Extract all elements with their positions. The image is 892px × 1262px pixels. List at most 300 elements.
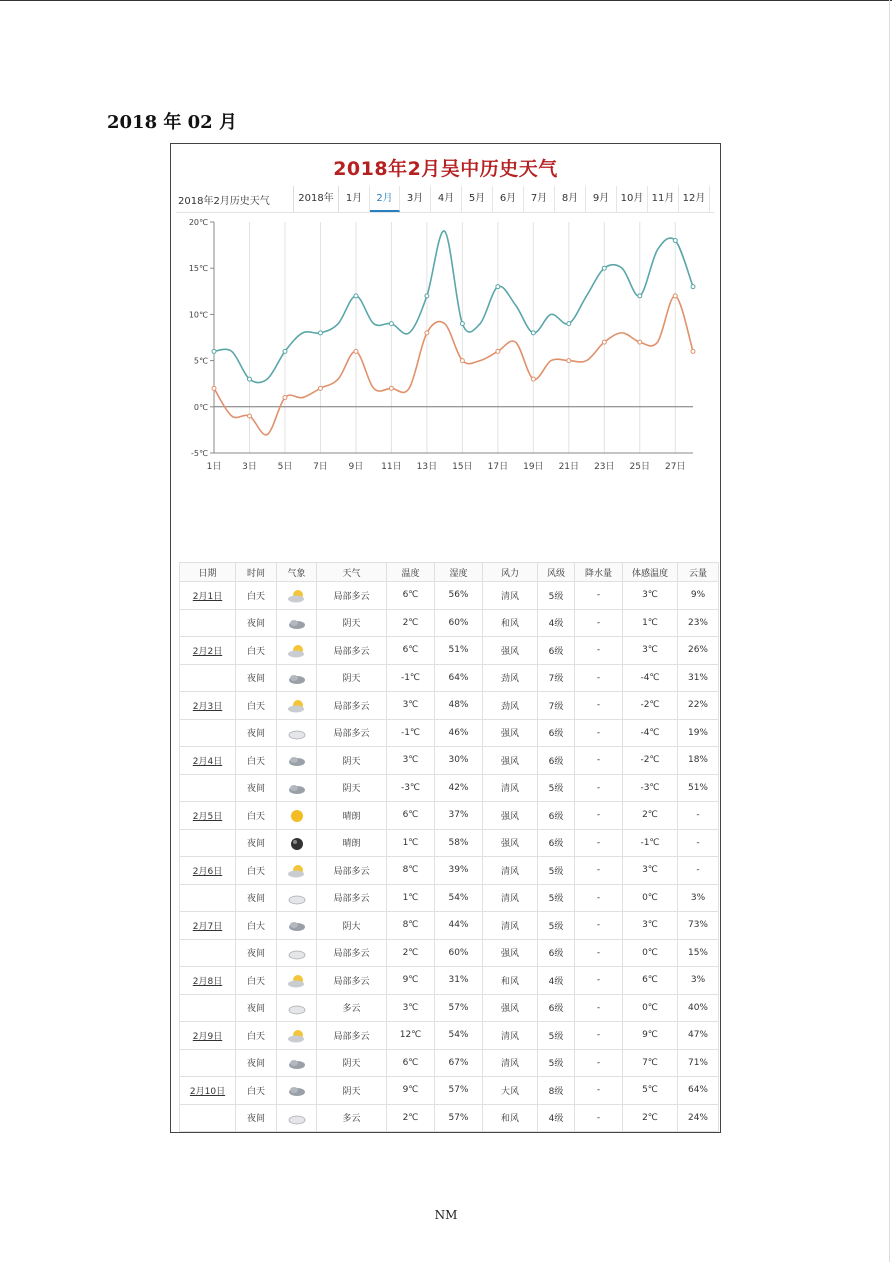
cell-feels: 3℃	[623, 582, 678, 610]
series-point	[354, 294, 358, 298]
cell-humidity: 54%	[435, 1022, 483, 1050]
cell-humidity: 42%	[435, 774, 483, 802]
date-link	[180, 1104, 236, 1132]
cell-cloud: 31%	[678, 664, 719, 692]
partly-cloudy-icon	[287, 644, 307, 656]
date-link	[180, 884, 236, 912]
series-point	[602, 340, 606, 344]
cell-cloud: 51%	[678, 774, 719, 802]
weather-widget-screenshot	[170, 143, 721, 1133]
date-link[interactable]: 2月5日	[180, 802, 236, 830]
series-point	[247, 414, 251, 418]
cell-time: 夜间	[236, 664, 277, 692]
month-tab[interactable]: 11月	[648, 186, 679, 212]
weather-icon-cell	[277, 774, 317, 802]
y-tick-label: 0℃	[193, 402, 208, 412]
column-header: 气象	[277, 563, 317, 582]
x-tick-label: 11日	[381, 462, 402, 472]
year-tab[interactable]: 2018年	[293, 186, 339, 212]
table-row	[180, 719, 719, 747]
weather-table	[179, 562, 719, 1132]
weather-icon-cell	[277, 637, 317, 665]
cell-weather: 阴天	[317, 609, 387, 637]
cell-rain: -	[575, 884, 623, 912]
cell-weather: 局部多云	[317, 1022, 387, 1050]
table-row	[180, 692, 719, 720]
date-link	[180, 1049, 236, 1077]
overcast-icon	[287, 672, 307, 684]
cell-wind: 清风	[483, 1022, 538, 1050]
series-point	[389, 386, 393, 390]
x-tick-label: 13日	[416, 462, 438, 472]
cell-level: 4级	[538, 967, 575, 995]
date-link[interactable]: 2月7日	[180, 912, 236, 940]
cell-cloud: 18%	[678, 747, 719, 775]
month-tab[interactable]: 8月	[555, 186, 586, 212]
weather-icon-cell	[277, 609, 317, 637]
widget-title: 2018年2月吴中历史天气	[333, 158, 558, 180]
cell-humidity: 31%	[435, 967, 483, 995]
date-link	[180, 719, 236, 747]
series-point	[602, 266, 606, 270]
cell-weather: 局部多云	[317, 939, 387, 967]
cell-cloud: -	[678, 857, 719, 885]
cell-humidity: 44%	[435, 912, 483, 940]
partly-cloudy-icon	[287, 699, 307, 711]
cell-time: 夜间	[236, 884, 277, 912]
month-tab[interactable]: 9月	[586, 186, 617, 212]
cell-cloud: 19%	[678, 719, 719, 747]
weather-icon-cell	[277, 1077, 317, 1105]
cell-temp: 3℃	[387, 994, 435, 1022]
series-point	[425, 294, 429, 298]
series-point	[567, 322, 571, 326]
date-link[interactable]: 2月4日	[180, 747, 236, 775]
cell-weather: 阴天	[317, 747, 387, 775]
date-link[interactable]: 2月8日	[180, 967, 236, 995]
cell-rain: -	[575, 1104, 623, 1132]
cell-feels: -4℃	[623, 664, 678, 692]
cell-wind: 和风	[483, 1104, 538, 1132]
cell-wind: 强风	[483, 994, 538, 1022]
cell-feels: 6℃	[623, 967, 678, 995]
weather-icon-cell	[277, 912, 317, 940]
partly-cloudy-icon	[287, 589, 307, 601]
month-tab[interactable]: 12月	[679, 186, 710, 212]
cell-time: 白天	[236, 637, 277, 665]
cell-temp: 8℃	[387, 912, 435, 940]
table-row	[180, 884, 719, 912]
series-point	[691, 285, 695, 289]
cell-level: 5级	[538, 1022, 575, 1050]
series-point	[638, 340, 642, 344]
date-link[interactable]: 2月9日	[180, 1022, 236, 1050]
cell-cloud: 9%	[678, 582, 719, 610]
cell-level: 5级	[538, 912, 575, 940]
cell-time: 白天	[236, 582, 277, 610]
cell-weather: 阴天	[317, 774, 387, 802]
date-link[interactable]: 2月1日	[180, 582, 236, 610]
month-tab[interactable]: 6月	[493, 186, 524, 212]
cell-feels: 7℃	[623, 1049, 678, 1077]
cell-rain: -	[575, 609, 623, 637]
series-point	[318, 386, 322, 390]
cell-weather: 局部多云	[317, 719, 387, 747]
series-point	[389, 322, 393, 326]
date-link	[180, 994, 236, 1022]
table-row	[180, 912, 719, 940]
weather-icon-cell	[277, 857, 317, 885]
month-tab[interactable]: 3月	[400, 186, 431, 212]
cell-temp: 6℃	[387, 582, 435, 610]
cell-humidity: 64%	[435, 664, 483, 692]
history-label: 2018年2月历史天气	[178, 195, 270, 207]
cell-weather: 多云	[317, 1104, 387, 1132]
cell-cloud: 64%	[678, 1077, 719, 1105]
cell-wind: 强风	[483, 829, 538, 857]
cell-wind: 清风	[483, 884, 538, 912]
cell-time: 夜间	[236, 829, 277, 857]
cell-time: 夜间	[236, 1104, 277, 1132]
cell-level: 5级	[538, 774, 575, 802]
overcast-icon	[287, 782, 307, 794]
y-tick-label: 10℃	[188, 310, 208, 320]
partly-cloudy-icon	[287, 974, 307, 986]
cell-humidity: 48%	[435, 692, 483, 720]
series-point	[673, 294, 677, 298]
cell-feels: -2℃	[623, 747, 678, 775]
overcast-icon	[287, 1057, 307, 1069]
cell-weather: 局部多云	[317, 884, 387, 912]
column-header: 风级	[538, 563, 575, 582]
x-tick-label: 25日	[629, 462, 651, 472]
page-footer: NM	[434, 1208, 458, 1222]
cell-wind: 清风	[483, 1049, 538, 1077]
series-point	[283, 349, 287, 353]
cell-feels: -2℃	[623, 692, 678, 720]
column-header: 降水量	[575, 563, 623, 582]
y-tick-label: 15℃	[188, 264, 208, 274]
cell-humidity: 67%	[435, 1049, 483, 1077]
month-tab[interactable]: 1月	[339, 186, 370, 212]
month-tab[interactable]: 5月	[462, 186, 493, 212]
table-row	[180, 774, 719, 802]
cell-rain: -	[575, 939, 623, 967]
cell-time: 夜间	[236, 609, 277, 637]
series-point	[638, 294, 642, 298]
cell-wind: 大风	[483, 1077, 538, 1105]
cell-wind: 清风	[483, 774, 538, 802]
overcast-icon	[287, 754, 307, 766]
cell-weather: 阴天	[317, 1049, 387, 1077]
cell-cloud: 15%	[678, 939, 719, 967]
cell-wind: 清风	[483, 582, 538, 610]
column-header: 湿度	[435, 563, 483, 582]
cell-wind: 强风	[483, 939, 538, 967]
cell-cloud: 24%	[678, 1104, 719, 1132]
cell-cloud: -	[678, 802, 719, 830]
cell-level: 7级	[538, 664, 575, 692]
cell-feels: 0℃	[623, 994, 678, 1022]
cell-time: 白天	[236, 1077, 277, 1105]
cell-rain: -	[575, 829, 623, 857]
cell-time: 白天	[236, 692, 277, 720]
cell-weather: 局部多云	[317, 857, 387, 885]
cell-feels: 5℃	[623, 1077, 678, 1105]
x-tick-label: 15日	[452, 462, 473, 472]
table-row	[180, 1049, 719, 1077]
date-link	[180, 609, 236, 637]
cell-temp: 1℃	[387, 829, 435, 857]
cell-level: 5级	[538, 884, 575, 912]
date-link[interactable]: 2月6日	[180, 857, 236, 885]
series-point	[318, 331, 322, 335]
weather-icon-cell	[277, 994, 317, 1022]
cell-level: 5级	[538, 857, 575, 885]
cell-temp: 6℃	[387, 802, 435, 830]
cell-feels: 3℃	[623, 857, 678, 885]
cell-time: 白大	[236, 912, 277, 940]
cell-wind: 和风	[483, 609, 538, 637]
cell-weather: 晴朗	[317, 802, 387, 830]
month-tab[interactable]: 2月	[370, 186, 400, 212]
x-tick-label: 27日	[665, 462, 686, 472]
x-tick-label: 1日	[206, 462, 222, 472]
weather-icon-cell	[277, 664, 317, 692]
cell-humidity: 57%	[435, 994, 483, 1022]
weather-icon-cell	[277, 582, 317, 610]
month-tab[interactable]: 10月	[617, 186, 648, 212]
cell-time: 夜间	[236, 1049, 277, 1077]
table-row	[180, 1077, 719, 1105]
cell-feels: 3℃	[623, 912, 678, 940]
cell-feels: 3℃	[623, 637, 678, 665]
x-tick-label: 19日	[523, 462, 544, 472]
cell-humidity: 51%	[435, 637, 483, 665]
cell-feels: 0℃	[623, 939, 678, 967]
cell-temp: -1℃	[387, 719, 435, 747]
x-tick-label: 21日	[558, 462, 580, 472]
cell-time: 白天	[236, 802, 277, 830]
table-row	[180, 1104, 719, 1132]
date-link[interactable]: 2月2日	[180, 637, 236, 665]
cell-weather: 晴朗	[317, 829, 387, 857]
table-row	[180, 747, 719, 775]
cell-wind: 劲风	[483, 692, 538, 720]
cell-wind: 强风	[483, 802, 538, 830]
cell-rain: -	[575, 1077, 623, 1105]
cell-feels: 1℃	[623, 609, 678, 637]
cell-humidity: 54%	[435, 884, 483, 912]
cell-feels: 9℃	[623, 1022, 678, 1050]
cell-wind: 强风	[483, 637, 538, 665]
series-line-0	[214, 231, 693, 383]
cell-feels: -1℃	[623, 829, 678, 857]
cell-humidity: 37%	[435, 802, 483, 830]
cell-cloud: 40%	[678, 994, 719, 1022]
table-row	[180, 967, 719, 995]
cell-time: 白天	[236, 967, 277, 995]
cell-weather: 阴天	[317, 1077, 387, 1105]
series-point	[496, 349, 500, 353]
table-row	[180, 664, 719, 692]
cell-weather: 局部多云	[317, 582, 387, 610]
cell-humidity: 46%	[435, 719, 483, 747]
table-row	[180, 829, 719, 857]
series-point	[496, 285, 500, 289]
cell-time: 夜间	[236, 994, 277, 1022]
cell-rain: -	[575, 692, 623, 720]
cell-wind: 劲风	[483, 664, 538, 692]
cell-cloud: -	[678, 829, 719, 857]
cell-level: 6级	[538, 719, 575, 747]
y-tick-label: -5℃	[191, 449, 208, 458]
cell-level: 6级	[538, 747, 575, 775]
cell-rain: -	[575, 857, 623, 885]
column-header: 日期	[180, 563, 236, 582]
partly-cloudy-icon	[287, 864, 307, 876]
weather-icon-cell	[277, 1022, 317, 1050]
month-tabs	[339, 186, 710, 212]
cell-feels: -3℃	[623, 774, 678, 802]
table-row	[180, 637, 719, 665]
cell-wind: 和风	[483, 967, 538, 995]
column-header: 体感温度	[623, 563, 678, 582]
cell-rain: -	[575, 582, 623, 610]
clear-night-icon	[287, 837, 307, 849]
cell-temp: 1℃	[387, 884, 435, 912]
table-row	[180, 1022, 719, 1050]
cell-rain: -	[575, 1049, 623, 1077]
cell-level: 6级	[538, 637, 575, 665]
cloudy-night-icon	[287, 1112, 307, 1124]
series-point	[673, 238, 677, 242]
cell-temp: 2℃	[387, 609, 435, 637]
cell-temp: -1℃	[387, 664, 435, 692]
cell-cloud: 3%	[678, 884, 719, 912]
cell-temp: 8℃	[387, 857, 435, 885]
cloudy-night-icon	[287, 727, 307, 739]
cell-weather: 阴天	[317, 664, 387, 692]
cell-level: 8级	[538, 1077, 575, 1105]
cell-weather: 局部多云	[317, 637, 387, 665]
cell-weather: 多云	[317, 994, 387, 1022]
cell-temp: 2℃	[387, 1104, 435, 1132]
table-header-row	[180, 563, 719, 582]
column-header: 时间	[236, 563, 277, 582]
cell-level: 6级	[538, 939, 575, 967]
weather-icon-cell	[277, 884, 317, 912]
cell-weather: 阴大	[317, 912, 387, 940]
table-row	[180, 802, 719, 830]
cell-temp: 3℃	[387, 692, 435, 720]
cell-weather: 局部多云	[317, 967, 387, 995]
cell-wind: 强风	[483, 719, 538, 747]
cell-cloud: 47%	[678, 1022, 719, 1050]
cell-level: 4级	[538, 609, 575, 637]
cell-rain: -	[575, 664, 623, 692]
cell-time: 白天	[236, 747, 277, 775]
page-right-rule	[889, 0, 890, 1262]
date-link	[180, 664, 236, 692]
cell-temp: 9℃	[387, 967, 435, 995]
cell-humidity: 60%	[435, 939, 483, 967]
cell-temp: 12℃	[387, 1022, 435, 1050]
series-point	[212, 386, 216, 390]
series-point	[460, 322, 464, 326]
cell-rain: -	[575, 994, 623, 1022]
cloudy-night-icon	[287, 1002, 307, 1014]
cell-feels: -4℃	[623, 719, 678, 747]
table-row	[180, 939, 719, 967]
cell-level: 6级	[538, 829, 575, 857]
series-point	[567, 359, 571, 363]
x-tick-label: 9日	[348, 462, 364, 472]
series-point	[425, 331, 429, 335]
page-top-rule	[0, 0, 892, 1]
sunny-icon	[287, 809, 307, 821]
cell-time: 夜间	[236, 719, 277, 747]
series-point	[531, 331, 535, 335]
table-row	[180, 609, 719, 637]
weather-icon-cell	[277, 1104, 317, 1132]
cell-rain: -	[575, 637, 623, 665]
y-tick-label: 5℃	[193, 356, 208, 366]
cell-rain: -	[575, 802, 623, 830]
x-tick-label: 7日	[313, 462, 328, 472]
cell-rain: -	[575, 912, 623, 940]
cell-cloud: 73%	[678, 912, 719, 940]
x-tick-label: 17日	[487, 462, 509, 472]
cell-cloud: 71%	[678, 1049, 719, 1077]
weather-icon-cell	[277, 802, 317, 830]
cell-wind: 清风	[483, 857, 538, 885]
page-heading: 2018 年 02 月	[107, 112, 237, 133]
cell-wind: 清风	[483, 912, 538, 940]
cell-cloud: 22%	[678, 692, 719, 720]
cell-temp: 9℃	[387, 1077, 435, 1105]
x-tick-label: 3日	[242, 462, 257, 472]
column-header: 风力	[483, 563, 538, 582]
cell-temp: 3℃	[387, 747, 435, 775]
cell-rain: -	[575, 719, 623, 747]
series-point	[460, 359, 464, 363]
cell-rain: -	[575, 1022, 623, 1050]
cell-rain: -	[575, 967, 623, 995]
overcast-icon	[287, 617, 307, 629]
date-link[interactable]: 2月10日	[180, 1077, 236, 1105]
cell-wind: 强风	[483, 747, 538, 775]
cell-level: 6级	[538, 994, 575, 1022]
cell-level: 4级	[538, 1104, 575, 1132]
cell-time: 白天	[236, 1022, 277, 1050]
cell-level: 6级	[538, 802, 575, 830]
month-tab[interactable]: 4月	[431, 186, 462, 212]
cell-weather: 局部多云	[317, 692, 387, 720]
cell-level: 5级	[538, 582, 575, 610]
table-body	[180, 582, 719, 1132]
date-link	[180, 829, 236, 857]
date-link[interactable]: 2月3日	[180, 692, 236, 720]
weather-icon-cell	[277, 967, 317, 995]
table-row	[180, 582, 719, 610]
cloudy-night-icon	[287, 947, 307, 959]
month-tab[interactable]: 7月	[524, 186, 555, 212]
weather-icon-cell	[277, 747, 317, 775]
cell-humidity: 60%	[435, 609, 483, 637]
overcast-icon	[287, 919, 307, 931]
column-header: 天气	[317, 563, 387, 582]
